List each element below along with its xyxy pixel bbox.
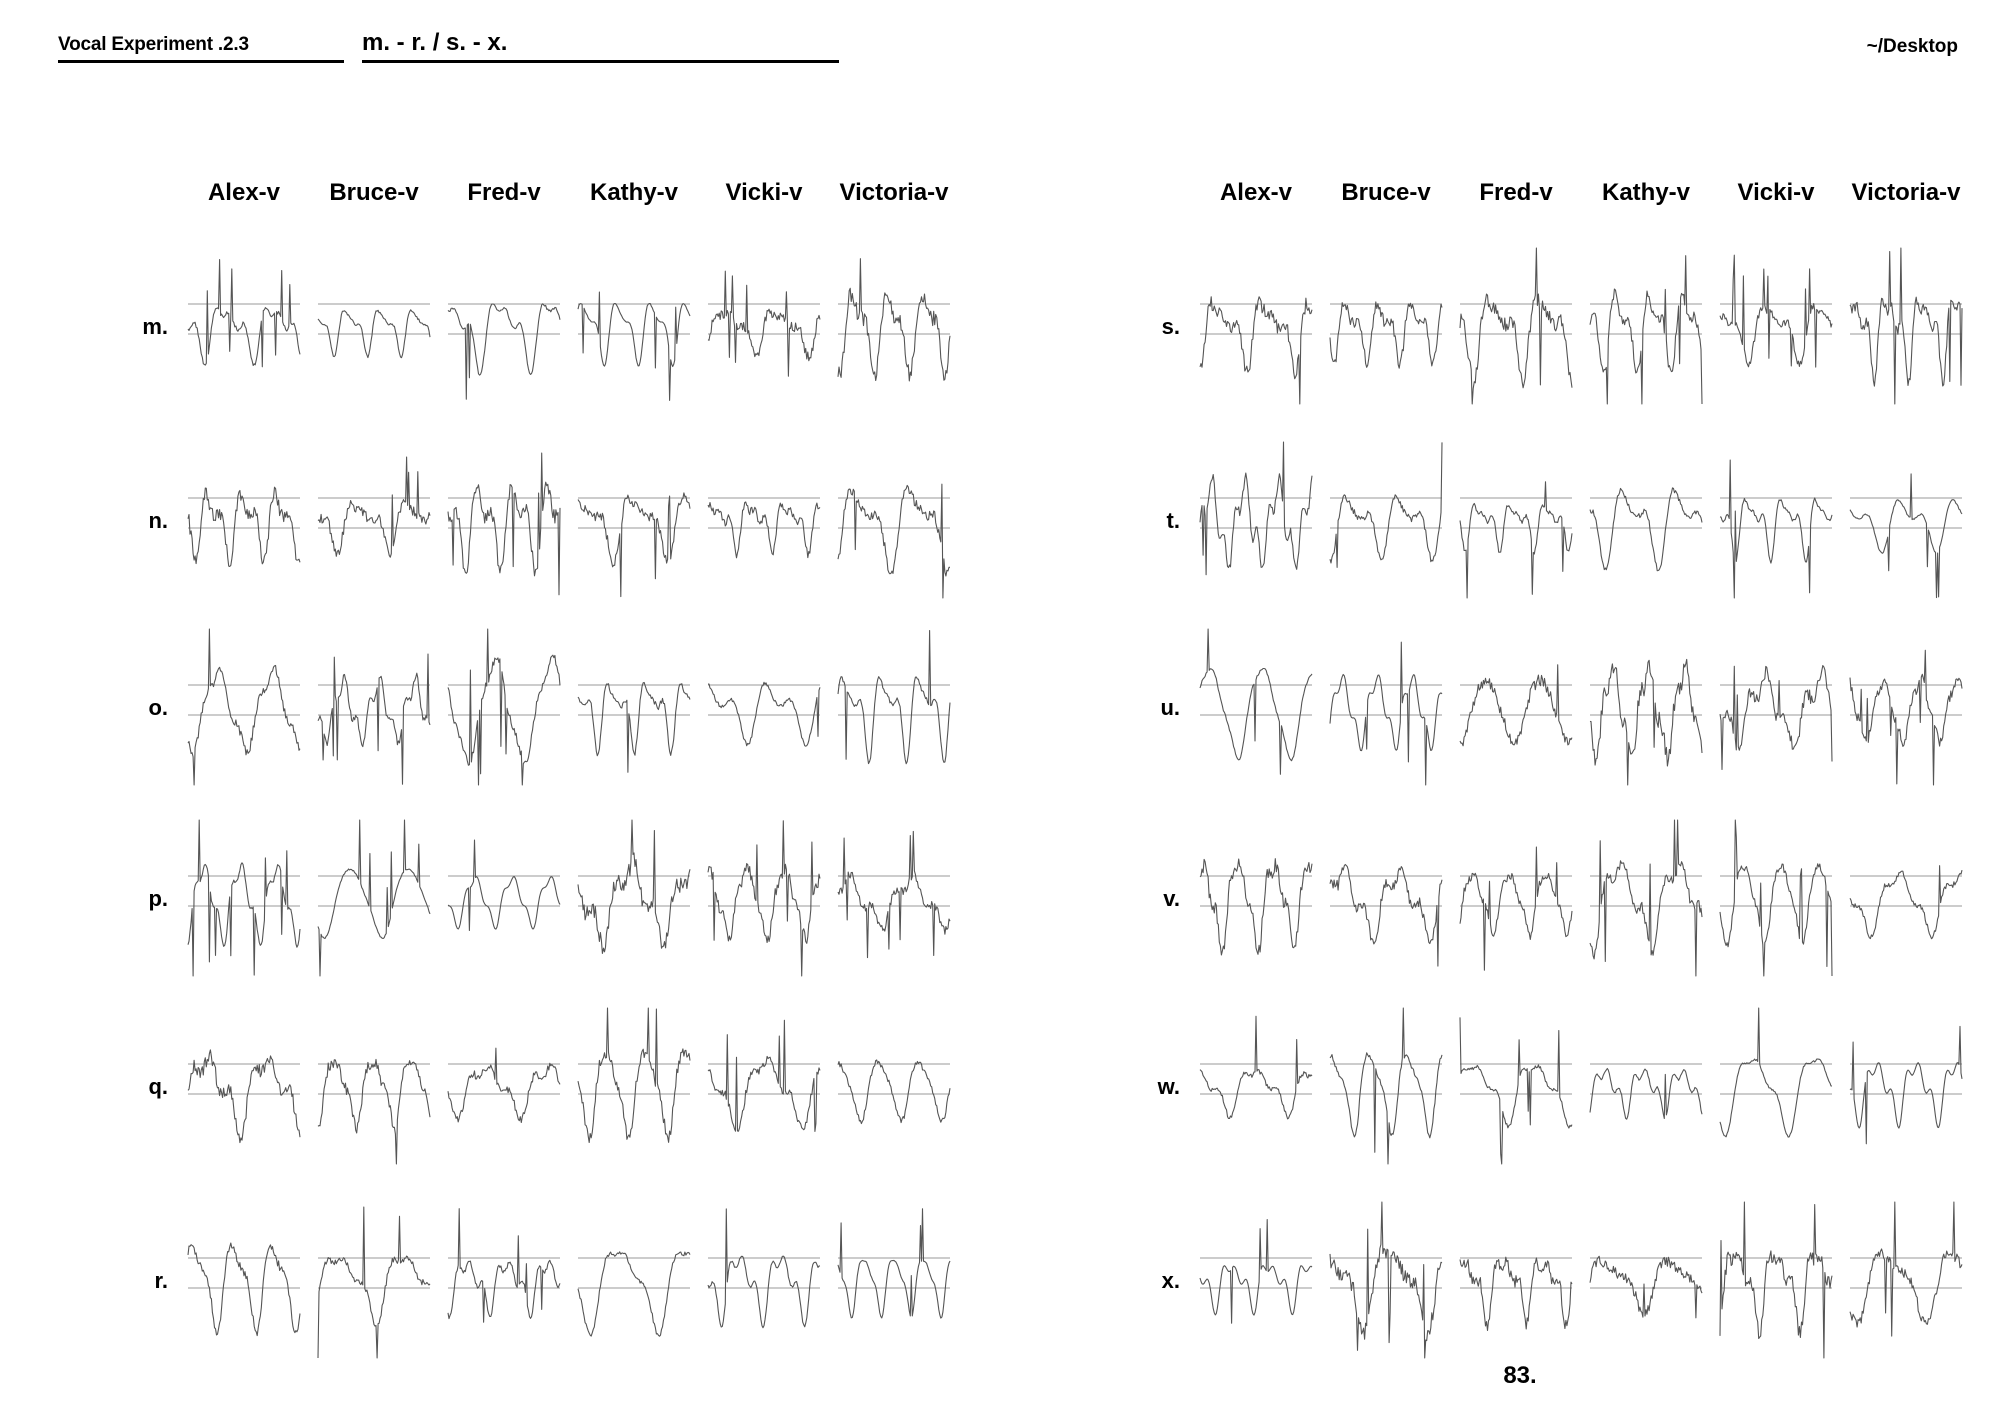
waveform-plot xyxy=(188,246,300,406)
waveform-t-bruce-v xyxy=(1330,440,1442,600)
voice-header-vicki-v: Vicki-v xyxy=(725,179,803,206)
waveform-trace xyxy=(1330,865,1442,967)
waveform-r-victoria-v xyxy=(838,1200,950,1360)
waveform-plot xyxy=(1590,627,1702,787)
waveform-trace xyxy=(1200,1220,1312,1324)
waveform-plot xyxy=(188,1006,300,1166)
waveform-o-kathy-v xyxy=(578,627,690,787)
waveform-plot xyxy=(1720,1006,1832,1166)
waveform-s-bruce-v xyxy=(1330,246,1442,406)
waveform-trace xyxy=(1850,474,1962,598)
waveform-r-alex-v xyxy=(188,1200,300,1360)
waveform-t-fred-v xyxy=(1460,440,1572,600)
waveform-plot xyxy=(318,246,430,406)
letter-label-s: s. xyxy=(1161,314,1180,339)
waveform-w-fred-v xyxy=(1460,1006,1572,1166)
waveform-n-vicki-v xyxy=(708,440,820,600)
waveform-trace xyxy=(708,1209,820,1328)
waveform-q-bruce-v xyxy=(318,1006,430,1166)
waveform-trace xyxy=(1720,460,1832,598)
waveform-trace xyxy=(578,292,690,400)
waveform-trace xyxy=(188,820,300,976)
waveform-trace xyxy=(1460,847,1572,970)
waveform-s-kathy-v xyxy=(1590,246,1702,406)
voice-header-fred-v: Fred-v xyxy=(1479,179,1553,206)
waveform-plot xyxy=(1720,246,1832,406)
voice-header-victoria-v: Victoria-v xyxy=(1851,179,1961,206)
waveform-plot xyxy=(1720,1200,1832,1360)
letter-range-title: m. - r. / s. - x. xyxy=(362,29,508,56)
waveform-q-fred-v xyxy=(448,1006,560,1166)
waveform-w-kathy-v xyxy=(1590,1006,1702,1166)
waveform-plot xyxy=(1460,1200,1572,1360)
waveform-plot xyxy=(1330,627,1442,787)
waveform-n-bruce-v xyxy=(318,440,430,600)
page-number: 83. xyxy=(1503,1362,1537,1389)
waveform-plot xyxy=(1590,1200,1702,1360)
waveform-plot xyxy=(1330,1006,1442,1166)
waveform-plot xyxy=(1720,627,1832,787)
waveform-plot xyxy=(318,627,430,787)
page-header xyxy=(0,0,2007,80)
waveform-q-victoria-v xyxy=(838,1006,950,1166)
waveform-trace xyxy=(318,654,430,784)
letter-label-v: v. xyxy=(1163,886,1180,911)
waveform-plot xyxy=(838,627,950,787)
waveform-p-alex-v xyxy=(188,818,300,978)
waveform-trace xyxy=(448,304,560,399)
waveform-plot xyxy=(1200,1006,1312,1166)
waveform-trace xyxy=(1590,488,1702,571)
waveform-trace xyxy=(578,683,690,773)
waveform-trace xyxy=(708,502,820,558)
waveform-plot xyxy=(1460,627,1572,787)
waveform-n-kathy-v xyxy=(578,440,690,600)
waveform-trace xyxy=(1590,256,1702,404)
waveform-v-kathy-v xyxy=(1590,818,1702,978)
letter-label-x: x. xyxy=(1161,1268,1180,1293)
document-title-underline xyxy=(58,60,344,63)
waveform-plot xyxy=(1330,818,1442,978)
waveform-plot xyxy=(448,818,560,978)
waveform-s-vicki-v xyxy=(1720,246,1832,406)
waveform-q-kathy-v xyxy=(578,1006,690,1166)
waveform-p-kathy-v xyxy=(578,818,690,978)
desktop-path: ~/Desktop xyxy=(1866,36,1958,57)
waveform-trace xyxy=(1590,659,1702,785)
waveform-trace xyxy=(1850,650,1962,785)
waveform-plot xyxy=(318,818,430,978)
waveform-plot xyxy=(1330,440,1442,600)
voice-header-alex-v: Alex-v xyxy=(1219,179,1293,206)
waveform-x-fred-v xyxy=(1460,1200,1572,1360)
waveform-trace xyxy=(1200,859,1312,955)
waveform-trace xyxy=(1590,1256,1702,1318)
letter-label-o: o. xyxy=(148,695,168,720)
waveform-plot xyxy=(318,1006,430,1166)
waveform-trace xyxy=(1850,248,1962,404)
letter-label-n: n. xyxy=(148,508,168,533)
waveform-w-bruce-v xyxy=(1330,1006,1442,1166)
waveform-u-victoria-v xyxy=(1850,627,1962,787)
waveform-trace xyxy=(1850,1202,1962,1336)
waveform-trace xyxy=(1590,820,1702,976)
waveform-r-vicki-v xyxy=(708,1200,820,1360)
waveform-w-alex-v xyxy=(1200,1006,1312,1166)
waveform-trace xyxy=(1200,1016,1312,1119)
waveform-plot xyxy=(578,1006,690,1166)
waveform-r-kathy-v xyxy=(578,1200,690,1360)
waveform-trace xyxy=(838,1060,950,1124)
waveform-trace xyxy=(838,631,950,764)
waveform-o-vicki-v xyxy=(708,627,820,787)
waveform-trace xyxy=(1460,482,1572,598)
letter-range-underline xyxy=(362,60,839,63)
waveform-plot xyxy=(318,1200,430,1360)
waveform-plot xyxy=(1720,818,1832,978)
waveform-plot xyxy=(188,818,300,978)
voice-header-kathy-v: Kathy-v xyxy=(589,179,679,206)
waveform-trace xyxy=(838,1209,950,1318)
waveform-n-alex-v xyxy=(188,440,300,600)
waveform-m-vicki-v xyxy=(708,246,820,406)
waveform-plot xyxy=(1330,246,1442,406)
waveform-plot xyxy=(708,440,820,600)
waveform-u-kathy-v xyxy=(1590,627,1702,787)
waveform-plot xyxy=(188,1200,300,1360)
waveform-u-fred-v xyxy=(1460,627,1572,787)
waveform-trace xyxy=(708,271,820,376)
waveform-trace xyxy=(448,1048,560,1122)
waveform-trace xyxy=(1330,442,1442,567)
waveform-plot xyxy=(1460,818,1572,978)
voice-header-bruce-v: Bruce-v xyxy=(1341,179,1431,206)
waveform-plot xyxy=(838,440,950,600)
waveform-n-fred-v xyxy=(448,440,560,600)
waveform-trace xyxy=(448,629,560,785)
waveform-trace xyxy=(1460,665,1572,746)
waveform-plot xyxy=(838,1200,950,1360)
waveform-trace xyxy=(1460,248,1572,404)
waveform-u-bruce-v xyxy=(1330,627,1442,787)
waveform-q-vicki-v xyxy=(708,1006,820,1166)
waveform-plot xyxy=(1200,440,1312,600)
waveform-v-alex-v xyxy=(1200,818,1312,978)
waveform-trace xyxy=(188,1243,300,1336)
waveform-u-vicki-v xyxy=(1720,627,1832,787)
waveform-trace xyxy=(1330,642,1442,785)
letter-label-r: r. xyxy=(154,1268,168,1293)
waveform-trace xyxy=(448,840,560,930)
waveform-p-fred-v xyxy=(448,818,560,978)
waveform-v-fred-v xyxy=(1460,818,1572,978)
waveform-trace xyxy=(318,1207,430,1358)
voice-header-fred-v: Fred-v xyxy=(467,179,541,206)
waveform-trace xyxy=(1200,629,1312,774)
waveform-trace xyxy=(1720,820,1832,976)
waveform-m-kathy-v xyxy=(578,246,690,406)
waveform-plot xyxy=(448,246,560,406)
waveform-x-bruce-v xyxy=(1330,1200,1442,1360)
waveform-trace xyxy=(838,259,950,381)
waveform-s-fred-v xyxy=(1460,246,1572,406)
waveform-trace xyxy=(578,1252,690,1336)
waveform-trace xyxy=(708,1020,820,1131)
waveform-plot xyxy=(1460,440,1572,600)
waveform-o-fred-v xyxy=(448,627,560,787)
waveform-plot xyxy=(708,818,820,978)
waveform-trace xyxy=(1850,1026,1962,1143)
voice-header-vicki-v: Vicki-v xyxy=(1737,179,1815,206)
waveform-u-alex-v xyxy=(1200,627,1312,787)
waveform-w-victoria-v xyxy=(1850,1006,1962,1166)
waveform-plot xyxy=(578,1200,690,1360)
waveform-m-victoria-v xyxy=(838,246,950,406)
waveform-plot xyxy=(838,818,950,978)
waveform-trace xyxy=(708,821,820,976)
waveform-v-vicki-v xyxy=(1720,818,1832,978)
letter-label-p: p. xyxy=(148,886,168,911)
waveform-trace xyxy=(318,1059,430,1164)
waveform-trace xyxy=(1850,866,1962,939)
waveform-trace xyxy=(578,820,690,953)
waveform-trace xyxy=(708,682,820,746)
waveform-x-kathy-v xyxy=(1590,1200,1702,1360)
waveform-trace xyxy=(1200,297,1312,404)
waveform-plot xyxy=(318,440,430,600)
waveform-s-victoria-v xyxy=(1850,246,1962,406)
voice-header-victoria-v: Victoria-v xyxy=(839,179,949,206)
waveform-trace xyxy=(448,1209,560,1323)
waveform-plot xyxy=(1720,440,1832,600)
waveform-trace xyxy=(1720,1008,1832,1137)
waveform-plot xyxy=(1590,440,1702,600)
waveform-trace xyxy=(578,1008,690,1143)
waveform-s-alex-v xyxy=(1200,246,1312,406)
waveform-trace xyxy=(318,457,430,557)
waveform-trace xyxy=(838,484,950,598)
waveform-plot xyxy=(448,1006,560,1166)
document-title: Vocal Experiment .2.3 xyxy=(58,34,249,55)
waveform-t-vicki-v xyxy=(1720,440,1832,600)
waveform-trace xyxy=(1330,1008,1442,1164)
waveform-plot xyxy=(838,246,950,406)
waveform-plot xyxy=(708,246,820,406)
waveform-plot xyxy=(578,246,690,406)
waveform-p-bruce-v xyxy=(318,818,430,978)
waveform-trace xyxy=(188,487,300,566)
waveform-plot xyxy=(1460,1006,1572,1166)
waveform-t-kathy-v xyxy=(1590,440,1702,600)
waveform-trace xyxy=(1200,442,1312,575)
waveform-trace xyxy=(578,493,690,597)
waveform-t-alex-v xyxy=(1200,440,1312,600)
waveform-x-vicki-v xyxy=(1720,1200,1832,1360)
waveform-w-vicki-v xyxy=(1720,1006,1832,1166)
waveform-plot xyxy=(578,627,690,787)
waveform-m-alex-v xyxy=(188,246,300,406)
waveform-plot xyxy=(1850,246,1962,406)
waveform-trace xyxy=(188,629,300,785)
waveform-p-vicki-v xyxy=(708,818,820,978)
waveform-plot xyxy=(448,627,560,787)
waveform-o-victoria-v xyxy=(838,627,950,787)
waveform-o-bruce-v xyxy=(318,627,430,787)
waveform-plot xyxy=(188,627,300,787)
waveform-trace xyxy=(1720,666,1832,770)
letter-label-q: q. xyxy=(148,1074,168,1099)
waveform-plot xyxy=(1850,1006,1962,1166)
waveform-plot xyxy=(1590,818,1702,978)
waveform-plot xyxy=(1200,1200,1312,1360)
waveform-n-victoria-v xyxy=(838,440,950,600)
voice-header-bruce-v: Bruce-v xyxy=(329,179,419,206)
waveform-trace xyxy=(1460,1017,1572,1164)
letter-label-u: u. xyxy=(1160,695,1180,720)
waveform-trace xyxy=(1330,302,1442,368)
waveform-plot xyxy=(448,440,560,600)
voice-header-kathy-v: Kathy-v xyxy=(1601,179,1691,206)
waveform-trace xyxy=(1460,1257,1572,1330)
waveform-plot xyxy=(1850,818,1962,978)
waveform-trace xyxy=(1720,1202,1832,1358)
waveform-v-bruce-v xyxy=(1330,818,1442,978)
waveform-plot xyxy=(1200,246,1312,406)
waveform-v-victoria-v xyxy=(1850,818,1962,978)
waveform-trace xyxy=(838,831,950,957)
waveform-o-alex-v xyxy=(188,627,300,787)
waveform-trace xyxy=(448,453,560,595)
letter-label-m: m. xyxy=(142,314,168,339)
waveform-plot xyxy=(708,1200,820,1360)
waveform-plot xyxy=(838,1006,950,1166)
waveform-m-bruce-v xyxy=(318,246,430,406)
waveform-p-victoria-v xyxy=(838,818,950,978)
waveform-plot xyxy=(1590,246,1702,406)
waveform-x-alex-v xyxy=(1200,1200,1312,1360)
waveform-plot xyxy=(1590,1006,1702,1166)
waveform-plot xyxy=(578,440,690,600)
waveform-r-bruce-v xyxy=(318,1200,430,1360)
waveform-plot xyxy=(1460,246,1572,406)
waveform-t-victoria-v xyxy=(1850,440,1962,600)
waveform-plot xyxy=(1850,440,1962,600)
waveform-trace xyxy=(188,260,300,367)
waveform-plot xyxy=(708,1006,820,1166)
waveform-m-fred-v xyxy=(448,246,560,406)
waveform-trace xyxy=(318,820,430,976)
waveform-plot xyxy=(1850,627,1962,787)
waveform-plot xyxy=(578,818,690,978)
letter-label-t: t. xyxy=(1166,508,1180,533)
waveform-r-fred-v xyxy=(448,1200,560,1360)
waveform-q-alex-v xyxy=(188,1006,300,1166)
waveform-plot xyxy=(1200,818,1312,978)
waveform-plot xyxy=(448,1200,560,1360)
waveform-plot xyxy=(1850,1200,1962,1360)
waveform-plot xyxy=(1330,1200,1442,1360)
waveform-plot xyxy=(1200,627,1312,787)
voice-header-alex-v: Alex-v xyxy=(207,179,281,206)
waveform-plot xyxy=(708,627,820,787)
letter-label-w: w. xyxy=(1157,1074,1180,1099)
waveform-trace xyxy=(1720,255,1832,367)
waveform-plot xyxy=(188,440,300,600)
waveform-x-victoria-v xyxy=(1850,1200,1962,1360)
waveform-trace xyxy=(1330,1202,1442,1358)
